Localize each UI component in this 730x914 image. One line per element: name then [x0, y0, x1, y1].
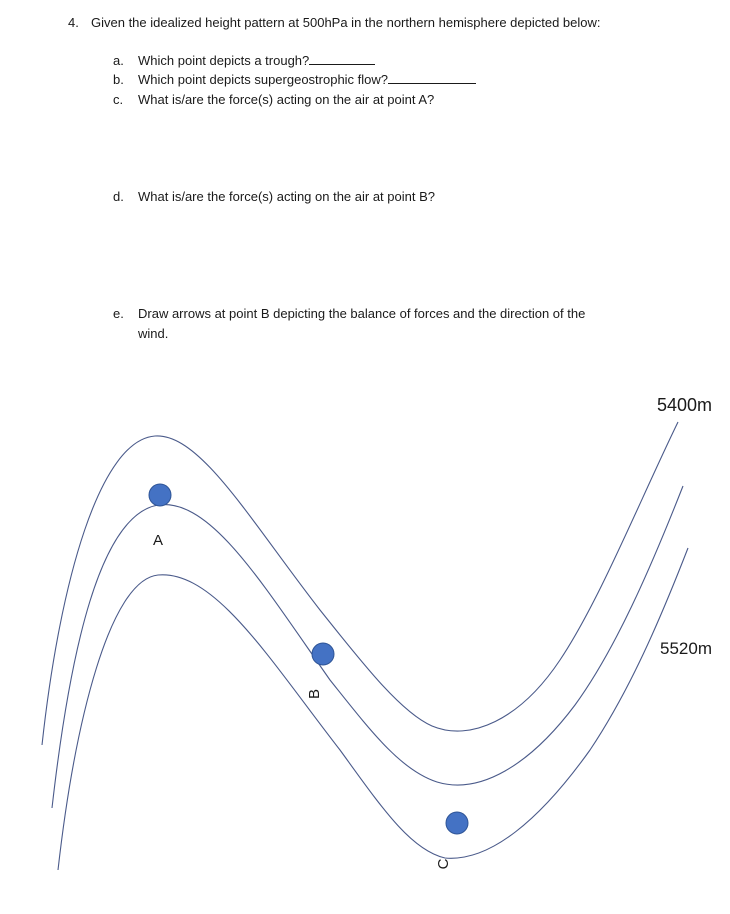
- height-contour-diagram: [0, 370, 730, 914]
- contour-svg: [0, 370, 730, 914]
- subquestion-letter: c.: [113, 92, 124, 107]
- subquestion-text-line2: wind.: [138, 326, 169, 341]
- point-c-label: C: [435, 858, 452, 870]
- question-text: Given the idealized height pattern at 500hPa in the northern hemisphere depicted below:: [91, 15, 601, 30]
- subquestion-text: What is/are the force(s) acting on the air at point A?: [138, 92, 435, 107]
- answer-blank-a[interactable]: [309, 52, 375, 65]
- subquestion-letter: a.: [113, 53, 124, 68]
- contour-line-middle: [52, 486, 683, 808]
- subquestion-letter: e.: [113, 306, 124, 321]
- subquestion-text: What is/are the force(s) acting on the air at point B?: [138, 189, 435, 204]
- contour-line-5520m: [58, 548, 688, 870]
- point-a-marker: [149, 484, 171, 506]
- question-number: 4.: [68, 15, 79, 30]
- contour-label-top: 5400m: [656, 395, 712, 415]
- subquestion-letter: d.: [113, 189, 124, 204]
- subquestion-text: Which point depicts supergeostrophic flow?: [138, 72, 389, 87]
- subquestion-text: Which point depicts a trough?: [138, 53, 310, 68]
- point-c-marker: [446, 812, 468, 834]
- subquestion-letter: b.: [113, 72, 124, 87]
- contour-line-5400m: [42, 422, 678, 745]
- answer-blank-b[interactable]: [388, 71, 476, 84]
- subquestion-text-line1: Draw arrows at point B depicting the balance of forces and the direction of the: [138, 306, 586, 321]
- point-a-label: A: [152, 532, 164, 549]
- contour-label-bottom: 5520m: [660, 639, 712, 658]
- point-b-label: B: [306, 688, 323, 700]
- point-b-marker: [312, 643, 334, 665]
